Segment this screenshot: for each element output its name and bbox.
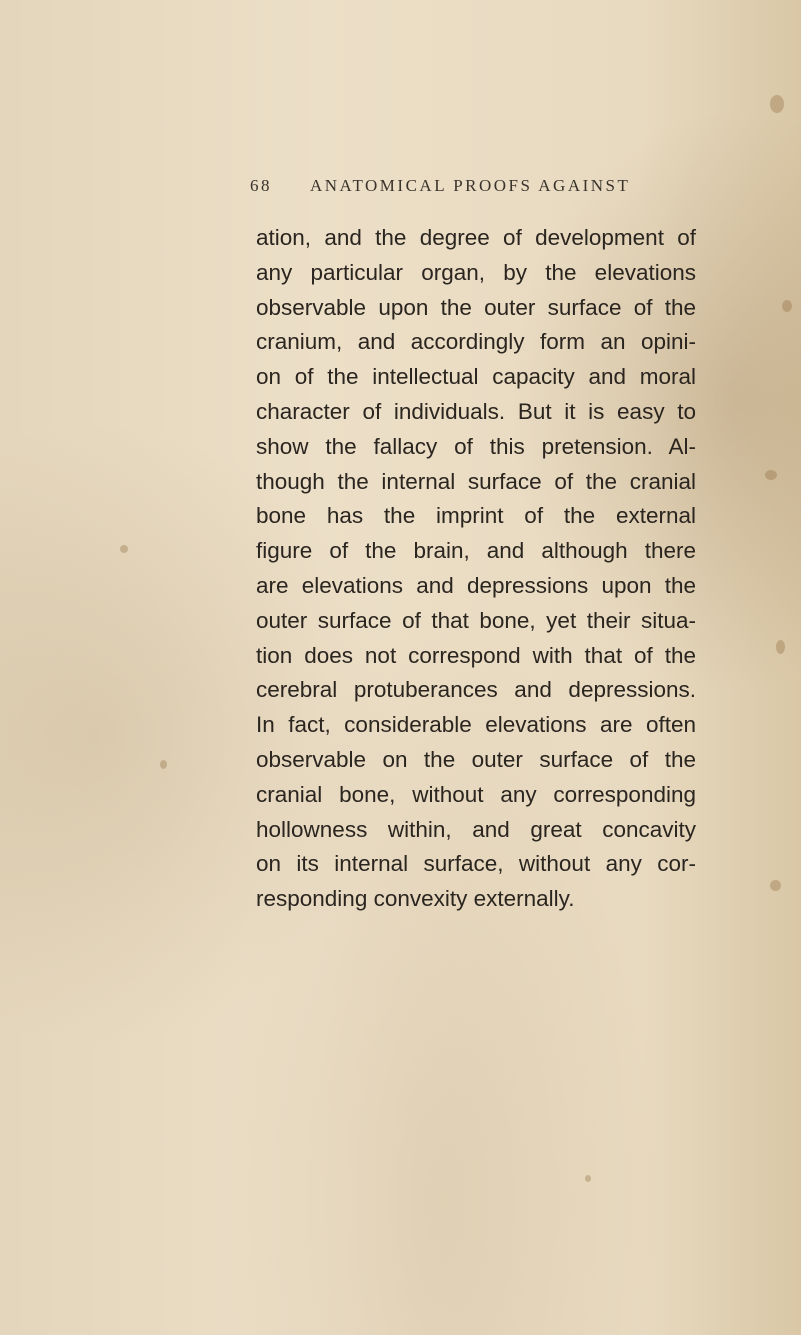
page-number: 68 bbox=[250, 176, 272, 195]
text-line: figure of the brain, and although there bbox=[256, 538, 696, 564]
text-line: hollowness within, and great concavity bbox=[256, 816, 696, 842]
text-line: though the internal surface of the cranial bbox=[256, 468, 696, 494]
text-line: In fact, considerable elevations are often bbox=[256, 712, 696, 738]
text-line: bone has the imprint of the external bbox=[256, 503, 696, 529]
foxing-spot bbox=[160, 760, 167, 769]
text-line: cranial bone, without any corresponding bbox=[256, 781, 696, 807]
text-line: observable on the outer surface of the bbox=[256, 746, 696, 772]
foxing-spot bbox=[782, 300, 792, 312]
text-line: responding convexity externally. bbox=[256, 886, 575, 912]
running-head: ANATOMICAL PROOFS AGAINST bbox=[310, 176, 631, 195]
text-line: observable upon the outer surface of the bbox=[256, 294, 696, 320]
foxing-spot bbox=[120, 545, 128, 553]
text-line: ation, and the degree of development of bbox=[256, 225, 696, 250]
text-line: cranium, and accordingly form an opini- bbox=[256, 329, 696, 355]
text-line: tion does not correspond with that of the bbox=[256, 642, 696, 668]
text-line: outer surface of that bone, yet their situa- bbox=[256, 607, 696, 633]
text-line: any particular organ, by the elevations bbox=[256, 259, 696, 285]
body-paragraph bbox=[256, 221, 696, 917]
foxing-spot bbox=[770, 95, 784, 113]
text-line: character of individuals. But it is easy to bbox=[256, 398, 696, 424]
foxing-spot bbox=[585, 1175, 591, 1182]
foxing-spot bbox=[770, 880, 781, 891]
text-line: on its internal surface, without any cor- bbox=[256, 851, 696, 877]
text-line: on of the intellectual capacity and moral bbox=[256, 364, 696, 390]
text-line: show the fallacy of this pretension. Al- bbox=[256, 433, 696, 459]
foxing-spot bbox=[776, 640, 785, 654]
foxing-spot bbox=[765, 470, 777, 480]
text-line: are elevations and depressions upon the bbox=[256, 572, 696, 598]
text-line: cerebral protuberances and depressions. bbox=[256, 677, 696, 703]
